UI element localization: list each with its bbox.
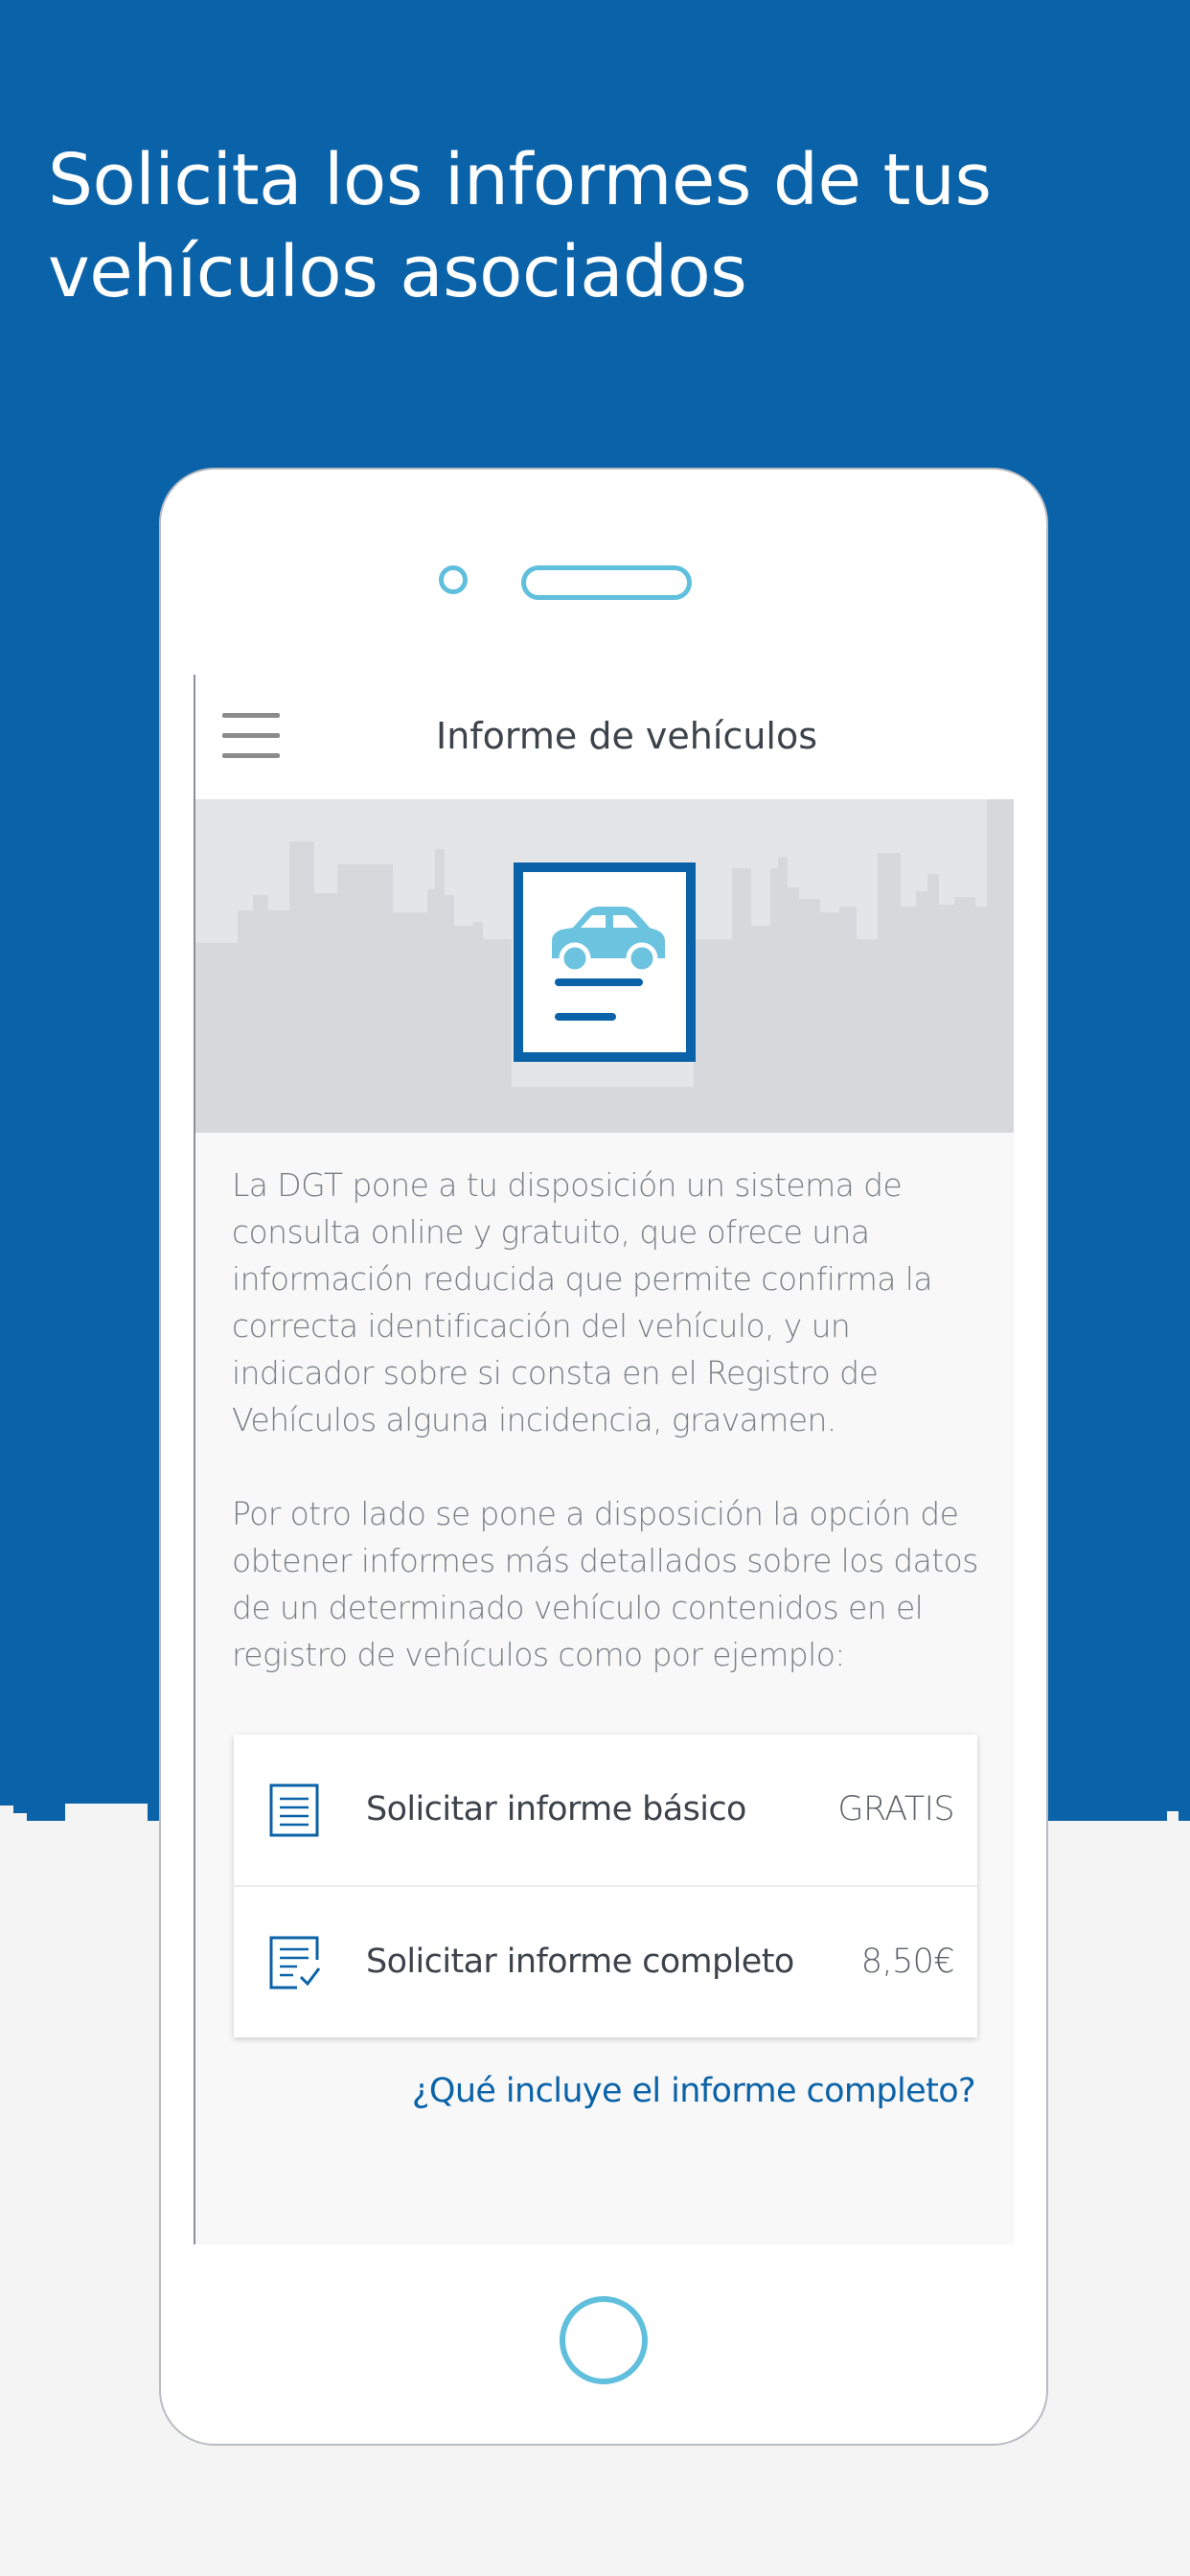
basic-report-price: GRATIS (837, 1790, 954, 1828)
description-paragraph-2: Por otro lado se pone a disposición la opción de obtener informes más detallados sobre los datos de un determinado vehículo contenidos en el registro de vehículos como por ejemplo: (232, 1495, 978, 1673)
camera-dot (439, 565, 468, 594)
basic-report-label: Solicitar informe básico (366, 1790, 746, 1828)
speaker-slot (521, 565, 692, 600)
document-list-icon (268, 1782, 320, 1838)
basic-report-option[interactable] (234, 1735, 977, 1885)
document-check-icon (268, 1935, 320, 1990)
headline: Solicita los informes de tus vehículos asociados (48, 139, 992, 313)
phone-mockup (159, 468, 1048, 2446)
report-options-card (234, 1735, 977, 2037)
full-report-label: Solicitar informe completo (366, 1943, 794, 1981)
screen-title: Informe de vehículos (435, 715, 818, 757)
full-report-price: 8,50€ (860, 1943, 954, 1981)
home-button[interactable] (560, 2296, 648, 2384)
full-report-info-link[interactable]: ¿Qué incluye el informe completo? (411, 2072, 975, 2110)
app-bar (195, 675, 1014, 799)
description-paragraph-1: La DGT pone a tu disposición un sistema de consulta online y gratuito, que ofrece una información reducida que permite confirma la correcta identificación del vehículo, y un indicador sobre si consta en el Registro de Vehículos alguna incidencia, gravamen. (232, 1166, 932, 1438)
report-document-icon (514, 862, 696, 1062)
hero-illustration (195, 799, 1014, 1133)
menu-icon[interactable] (222, 709, 280, 763)
app-screen (194, 675, 1014, 2244)
car-icon (523, 872, 686, 1052)
full-report-option[interactable] (234, 1885, 977, 2037)
